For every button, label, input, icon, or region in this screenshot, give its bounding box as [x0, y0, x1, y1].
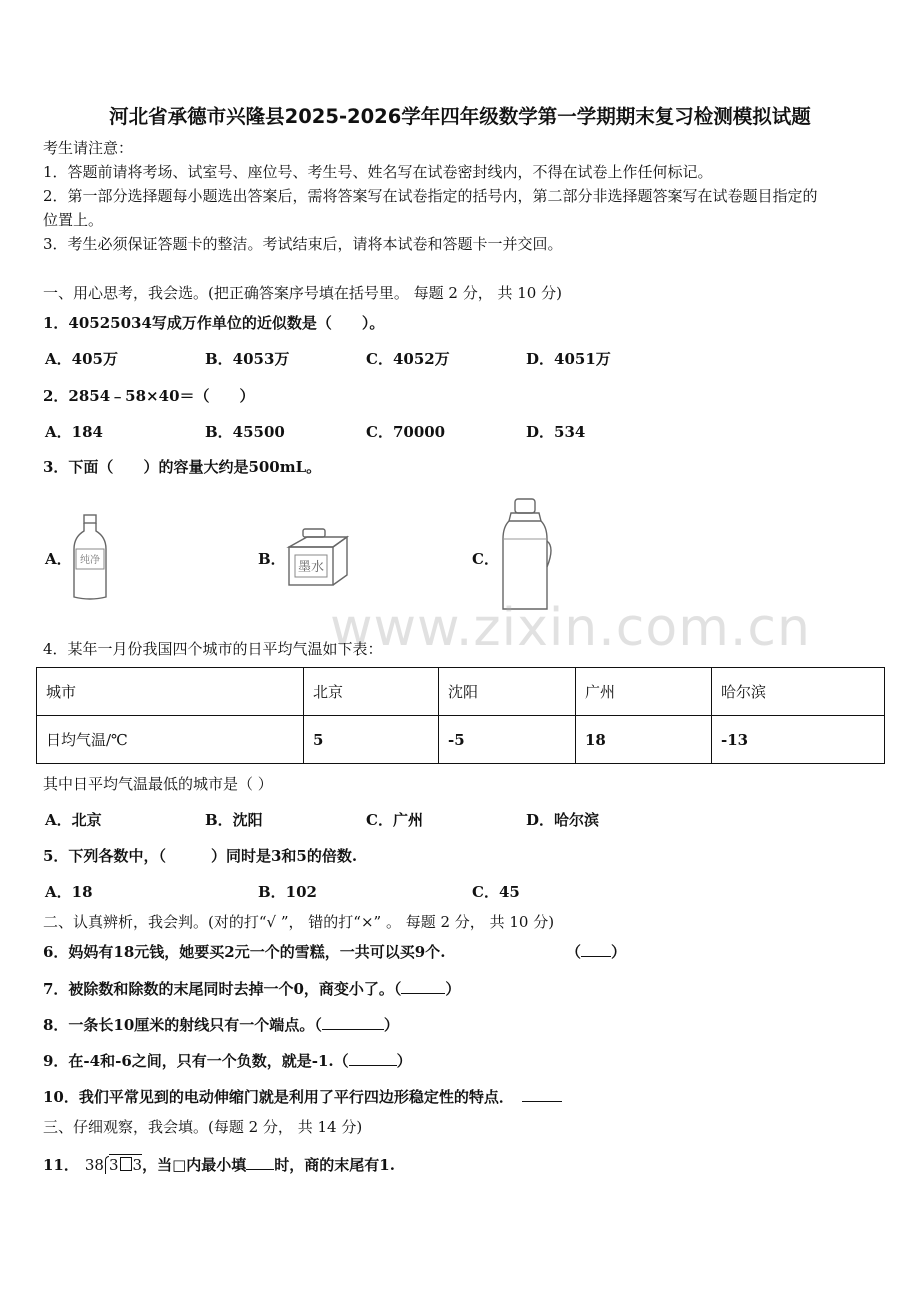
q7-line	[43, 979, 460, 999]
dividend-digit: 3	[108, 1156, 119, 1174]
q6-text: 6．妈妈有18元钱，她要买2元一个的雪糕，一共可以买9个.	[43, 943, 446, 961]
q10-answer-blank[interactable]	[522, 1087, 562, 1102]
q8-close: ）	[383, 1016, 399, 1034]
q2-option-d: D．534	[526, 423, 586, 441]
q4-option-a: A．北京	[45, 811, 102, 829]
table-cell: -5	[439, 716, 576, 764]
q2-option-b: B．45500	[205, 423, 285, 441]
q1-option-a: A．405万	[45, 350, 118, 368]
q8-text: 8．一条长10厘米的射线只有一个端点。（	[43, 1016, 322, 1034]
table-cell: 哈尔滨	[712, 668, 885, 716]
dividend-digit: 3	[132, 1156, 143, 1174]
notice-item-1: 1．答题前请将考场、试室号、座位号、考生号、姓名写在试卷密封线内，不得在试卷上作任何标记。	[43, 163, 713, 181]
q5-stem: 5．下列各数中，（ ）同时是3和5的倍数.	[43, 847, 358, 865]
q2-option-c: C．70000	[366, 423, 446, 441]
section3-heading: 三、仔细观察，我会填。(每题 2 分， 共 14 分)	[43, 1118, 363, 1136]
q4-option-c: C．广州	[366, 811, 423, 829]
q3-stem: 3．下面（ ）的容量大约是500mL。	[43, 458, 322, 476]
q6-paren-open: （	[566, 943, 582, 961]
long-division	[85, 1154, 142, 1175]
q1-stem: 1．40525034写成万作单位的近似数是（ ）。	[43, 314, 385, 332]
q9-answer-blank[interactable]	[349, 1051, 397, 1066]
answer-line	[581, 942, 611, 957]
notice-item-3: 3．考生必须保证答题卡的整洁。考试结束后，请将本试卷和答题卡一并交回。	[43, 235, 563, 253]
divisor: 38	[84, 1156, 104, 1174]
temperature-table	[36, 667, 885, 764]
q6-paren-close: ）	[611, 943, 627, 961]
box-placeholder[interactable]	[120, 1157, 132, 1171]
q9-text: 9．在-4和-6之间，只有一个负数，就是-1.（	[43, 1052, 349, 1070]
q4-stem: 4．某年一月份我国四个城市的日平均气温如下表：	[43, 640, 383, 658]
table-cell: 5	[304, 716, 439, 764]
q4-option-b: B．沈阳	[205, 811, 263, 829]
water-bottle-image	[70, 513, 110, 603]
q7-close: ）	[445, 980, 461, 998]
q10-text: 10．我们平常见到的电动伸缩门就是利用了平行四边形稳定性的特点．	[43, 1088, 514, 1106]
q9-close: ）	[396, 1052, 412, 1070]
table-cell: -13	[712, 716, 885, 764]
page-title: 河北省承德市兴隆县2025-2026学年四年级数学第一学期期末复习检测模拟试题	[109, 105, 811, 128]
q7-text: 7．被除数和除数的末尾同时去掉一个0，商变小了。（	[43, 980, 402, 998]
table-cell: 城市	[37, 668, 304, 716]
q5-option-c: C．45	[472, 883, 520, 901]
table-cell: 日均气温/℃	[37, 716, 304, 764]
q5-option-b: B．102	[258, 883, 317, 901]
table-row	[37, 716, 885, 764]
q1-option-c: C．4052万	[366, 350, 450, 368]
q8-line	[43, 1015, 399, 1035]
q4-question: 其中日平均气温最低的城市是（ ）	[43, 775, 273, 793]
q11-answer-blank[interactable]	[246, 1155, 274, 1170]
q3-option-b: B．	[258, 550, 286, 568]
watermark: www.zixin.com.cn	[330, 598, 811, 658]
notice-item-2: 2．第一部分选择题每小题选出答案后，需将答案写在试卷指定的括号内，第二部分非选择题答案写在试卷题目指定的	[43, 187, 818, 205]
q11-line	[43, 1154, 395, 1175]
section2-heading: 二、认真辨析，我会判。(对的打“√ ”， 错的打“×” 。 每题 2 分， 共 10 分)	[43, 913, 555, 931]
q11-num: 11．	[43, 1156, 79, 1174]
q5-option-a: A．18	[45, 883, 93, 901]
q10-line	[43, 1087, 562, 1107]
notice-item-2-cont: 位置上。	[43, 211, 104, 229]
table-cell: 沈阳	[439, 668, 576, 716]
q9-line	[43, 1051, 412, 1071]
q6-answer-blank[interactable]	[566, 942, 626, 962]
q1-option-d: D．4051万	[526, 350, 611, 368]
q3-option-c: C．	[472, 550, 499, 568]
q2-stem: 2．2854﹣58×40＝（ ）	[43, 387, 255, 405]
q7-answer-blank[interactable]	[401, 979, 445, 994]
thermos-image	[497, 497, 557, 613]
q1-option-b: B．4053万	[205, 350, 290, 368]
q8-answer-blank[interactable]	[322, 1015, 384, 1030]
notice-heading: 考生请注意：	[43, 139, 134, 157]
table-cell: 北京	[304, 668, 439, 716]
section1-heading: 一、用心思考，我会选。(把正确答案序号填在括号里。 每题 2 分， 共 10 分)	[43, 284, 562, 302]
bottle-label-text: 纯净	[80, 555, 100, 566]
ink-label-text: 墨水	[297, 560, 325, 575]
q4-option-d: D．哈尔滨	[526, 811, 600, 829]
table-cell: 广州	[576, 668, 712, 716]
q11-after: ，当□内最小填	[142, 1156, 247, 1174]
table-header-row	[37, 668, 885, 716]
q3-option-a: A．	[45, 550, 72, 568]
q2-option-a: A．184	[45, 423, 103, 441]
q11-tail: 时，商的末尾有1.	[274, 1156, 395, 1174]
table-cell: 18	[576, 716, 712, 764]
ink-box-image	[285, 527, 355, 589]
